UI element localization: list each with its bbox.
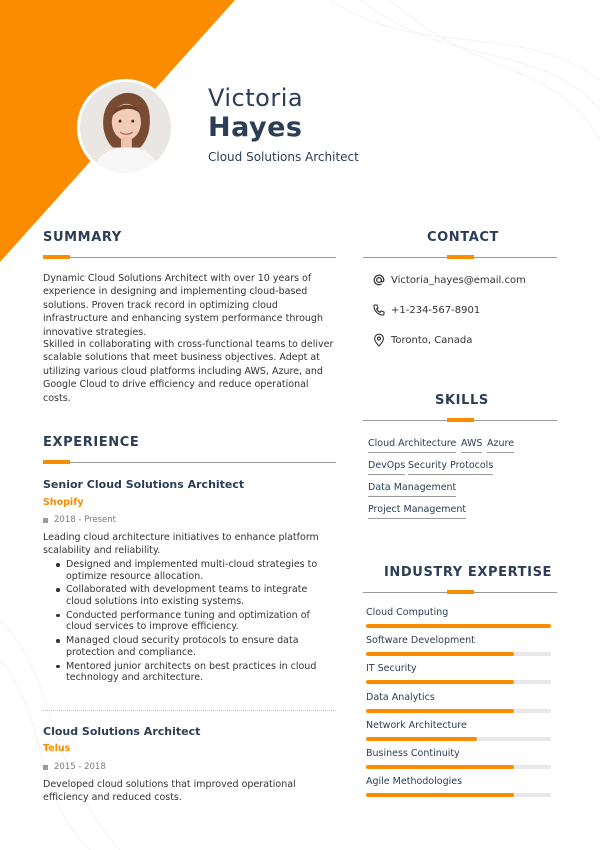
calendar-square-icon <box>43 518 48 523</box>
summary-paragraph-1: Dynamic Cloud Solutions Architect with over 10 years of experience in designing and implementing cloud-based solutions. Proven track record in optimizing cloud infrastructure and enhancing system performance through innovative strategies. <box>43 273 323 338</box>
job-bullet: Managed cloud security protocols to ensure data protection and compliance. <box>52 635 336 658</box>
industry-expertise-accent-bar <box>447 590 474 594</box>
expertise-bar-fill <box>366 680 514 684</box>
job-role: Senior Cloud Solutions Architect <box>43 478 245 491</box>
contact-location <box>372 333 472 347</box>
expertise-bar-track <box>366 624 551 628</box>
expertise-label: Software Development <box>366 635 475 647</box>
job-divider <box>43 710 336 711</box>
expertise-bar-fill <box>366 737 477 741</box>
job-title: Cloud Solutions Architect <box>208 150 359 164</box>
job-bullet: Mentored junior architects on best practices in cloud technology and architecture. <box>52 661 336 684</box>
job-dates <box>43 515 116 526</box>
expertise-bar-track <box>366 737 551 741</box>
skill-tag: DevOps <box>368 459 405 475</box>
summary-heading: SUMMARY <box>43 230 122 245</box>
expertise-bar-fill <box>366 652 514 656</box>
expertise-label: Network Architecture <box>366 719 467 731</box>
experience-rule <box>43 462 336 463</box>
profile-photo <box>77 79 174 176</box>
skill-tag: Security Protocols <box>408 459 493 475</box>
job-dates <box>43 762 106 773</box>
contact-accent-bar <box>447 255 474 259</box>
skills-heading: SKILLS <box>435 393 489 408</box>
expertise-bar-fill <box>366 765 514 769</box>
job-bullet-list <box>52 559 336 686</box>
expertise-bar-track <box>366 709 551 713</box>
last-name: Hayes <box>208 112 303 143</box>
contact-phone[interactable] <box>372 303 480 317</box>
job-bullet: Collaborated with development teams to integrate cloud solutions into existing systems. <box>52 584 336 607</box>
at-icon <box>372 273 386 287</box>
job-dates-text: 2018 - Present <box>54 515 116 525</box>
expertise-bar-fill <box>366 624 551 628</box>
skill-tag: Data Management <box>368 481 456 497</box>
skill-tag: Azure <box>487 437 514 453</box>
expertise-bar-track <box>366 680 551 684</box>
location-pin-icon <box>372 333 386 347</box>
expertise-bar-track <box>366 765 551 769</box>
job-bullet: Designed and implemented multi-cloud strategies to optimize resource allocation. <box>52 559 336 582</box>
expertise-label: Business Continuity <box>366 748 460 759</box>
skill-tag: Project Management <box>368 503 466 519</box>
contact-email[interactable] <box>372 273 526 287</box>
expertise-bar-track <box>366 652 551 656</box>
summary-accent-bar <box>43 255 70 259</box>
phone-icon <box>372 303 386 317</box>
expertise-label: Cloud Computing <box>366 607 449 618</box>
summary-paragraph-2: Skilled in collaborating with cross-functional teams to deliver scalable solutions that meet business objectives. Adept at utilizing various cloud platforms including AWS, Azure, and Google Cloud to drive efficiency and reduce operational costs. <box>43 339 334 404</box>
experience-accent-bar <box>43 460 70 464</box>
contact-email-text: Victoria_hayes@email.com <box>391 274 526 286</box>
contact-heading: CONTACT <box>427 230 499 245</box>
experience-heading: EXPERIENCE <box>43 435 140 450</box>
first-name: Victoria <box>208 84 304 112</box>
job-description: Developed cloud solutions that improved operational efficiency and reduced costs. <box>43 779 296 804</box>
job-company: Shopify <box>43 497 84 508</box>
job-description: Leading cloud architecture initiatives to enhance platform scalability and reliability. <box>43 532 319 557</box>
expertise-label: Data Analytics <box>366 691 435 703</box>
job-dates-text: 2015 - 2018 <box>54 762 106 772</box>
industry-expertise-heading: INDUSTRY EXPERTISE <box>384 565 553 580</box>
job-company: Telus <box>43 743 71 754</box>
skills-accent-bar <box>447 418 474 422</box>
job-role: Cloud Solutions Architect <box>43 725 201 738</box>
skill-tag: AWS <box>461 437 482 453</box>
contact-location-text: Toronto, Canada <box>391 334 473 346</box>
expertise-bar-track <box>366 793 551 797</box>
contact-phone-text: +1-234-567-8901 <box>391 304 481 316</box>
job-bullet: Conducted performance tuning and optimization of cloud services to improve efficiency. <box>52 610 336 633</box>
skill-tag: Cloud Architecture <box>368 437 456 453</box>
expertise-bar-fill <box>366 709 514 713</box>
expertise-label: IT Security <box>366 663 417 675</box>
expertise-label: Agile Methodologies <box>366 776 463 788</box>
summary-rule <box>43 257 336 258</box>
expertise-bar-fill <box>366 793 514 797</box>
calendar-square-icon <box>43 765 48 770</box>
